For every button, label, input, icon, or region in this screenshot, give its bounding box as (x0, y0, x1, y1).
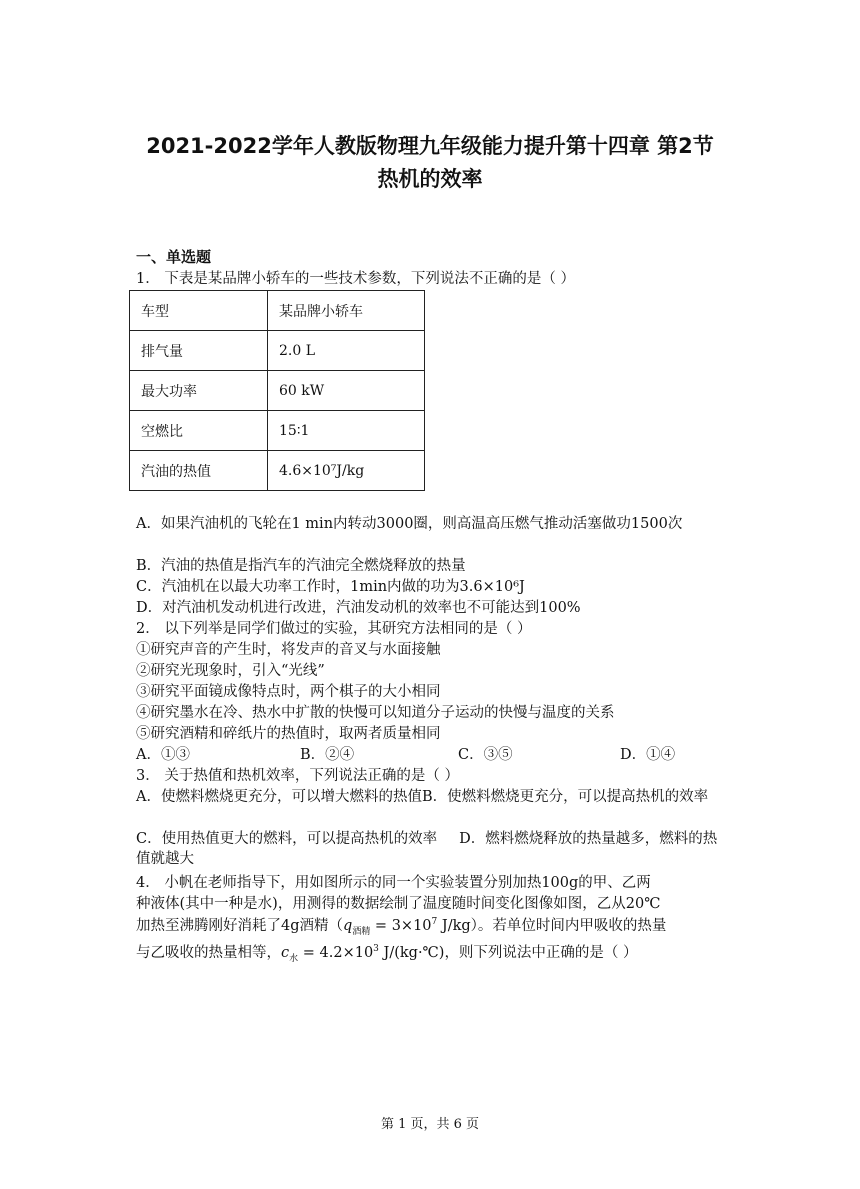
table-row (130, 371, 425, 411)
stem-text: ）。若单位时间内甲吸收的热量 (470, 918, 667, 934)
title-line-1: 2021-2022学年人教版物理九年级能力提升第十四章 第2节 (146, 134, 714, 158)
page-title (0, 130, 860, 196)
question-3-options-ab (136, 787, 722, 807)
question-2-item-2: ②研究光现象时，引入“光线” (136, 663, 325, 679)
question-2-item-5: ⑤研究酒精和碎纸片的热值时，取两者质量相同 (136, 726, 441, 742)
table-cell: 某品牌小轿车 (268, 291, 425, 331)
table-cell: 排气量 (130, 331, 268, 371)
table-cell: 空燃比 (130, 411, 268, 451)
table-cell: 4.6×10⁷J/kg (268, 451, 425, 491)
table-cell: 汽油的热值 (130, 451, 268, 491)
question-1-option-d: D．对汽油机发动机进行改进，汽油发动机的效率也不可能达到100% (136, 600, 581, 616)
question-4-stem-line-1: 4． 小帆在老师指导下，用如图所示的同一个实验装置分别加热100g的甲、乙两 (136, 875, 651, 891)
question-4-stem-line-2: 种液体(其中一种是水)，用测得的数据绘制了温度随时间变化图像如图，乙从20℃ (136, 896, 661, 912)
stem-text: 与乙吸收的热量相等， (136, 945, 281, 961)
question-1-stem: 1． 下表是某品牌小轿车的一些技术参数，下列说法不正确的是（ ） (136, 271, 575, 287)
question-3-stem: 3． 关于热值和热机效率，下列说法正确的是（ ） (136, 768, 459, 784)
q-subscript: 酒精 (352, 926, 371, 937)
question-2-option-d: D．①④ (620, 747, 676, 763)
question-2-option-b: B．②④ (300, 747, 355, 763)
table-row (130, 411, 425, 451)
table-cell: 车型 (130, 291, 268, 331)
question-2-stem: 2． 以下列举是同学们做过的实验，其研究方法相同的是（ ） (136, 621, 532, 637)
table-row (130, 451, 425, 491)
stem-text: 加热至沸腾刚好消耗了4g酒精（ (136, 918, 344, 934)
q-unit: J/kg (437, 918, 471, 934)
spec-table (129, 290, 425, 491)
table-row (130, 291, 425, 331)
question-2-option-a: A．①③ (136, 747, 190, 763)
title-line-2: 热机的效率 (377, 167, 483, 191)
question-3-option-d: D．燃料燃烧释放的热量越多，燃料的热值就越大 (136, 831, 718, 867)
table-cell: 2.0 L (268, 331, 425, 371)
table-cell: 最大功率 (130, 371, 268, 411)
question-3-option-c: C．使用热值更大的燃料，可以提高热机的效率 (136, 831, 438, 847)
section-heading: 一、单选题 (136, 248, 212, 266)
question-3-options-cd (136, 829, 722, 869)
question-2-item-1: ①研究声音的产生时，将发声的音叉与水面接触 (136, 642, 441, 658)
table-cell: 60 kW (268, 371, 425, 411)
question-1-option-a: A．如果汽油机的飞轮在1 min内转动3000圈，则高温高压燃气推动活塞做功1500次 (136, 516, 683, 532)
c-value: = 4.2×10 (298, 945, 374, 961)
question-4-stem-line-3 (136, 916, 666, 936)
c-subscript: 水 (289, 953, 299, 964)
question-3-option-b: B．使燃料燃烧更充分，可以提高热机的效率 (421, 789, 709, 805)
table-row (130, 331, 425, 371)
c-unit: J/(kg·℃) (378, 945, 445, 961)
question-3-option-a: A．使燃料燃烧更充分，可以增大燃料的热值 (136, 789, 422, 805)
table-cell: 15∶1 (268, 411, 425, 451)
q-value: = 3×10 (370, 918, 432, 934)
question-2-item-3: ③研究平面镜成像特点时，两个棋子的大小相同 (136, 684, 441, 700)
question-1-option-b: B．汽油的热值是指汽车的汽油完全燃烧释放的热量 (136, 558, 466, 574)
stem-text: ，则下列说法中正确的是（ ） (444, 945, 638, 961)
q-exponent: 7 (431, 917, 438, 927)
question-1-option-c: C．汽油机在以最大功率工作时，1min内做的功为3.6×10⁶J (136, 579, 525, 595)
question-4-stem-line-4 (136, 943, 638, 963)
question-2-option-c: C．③⑤ (458, 747, 513, 763)
page-footer: 第 1 页，共 6 页 (380, 1117, 480, 1132)
c-exponent: 3 (373, 944, 379, 954)
q-symbol: q (343, 918, 353, 934)
question-2-item-4: ④研究墨水在冷、热水中扩散的快慢可以知道分子运动的快慢与温度的关系 (136, 705, 615, 721)
c-symbol: c (281, 945, 290, 961)
